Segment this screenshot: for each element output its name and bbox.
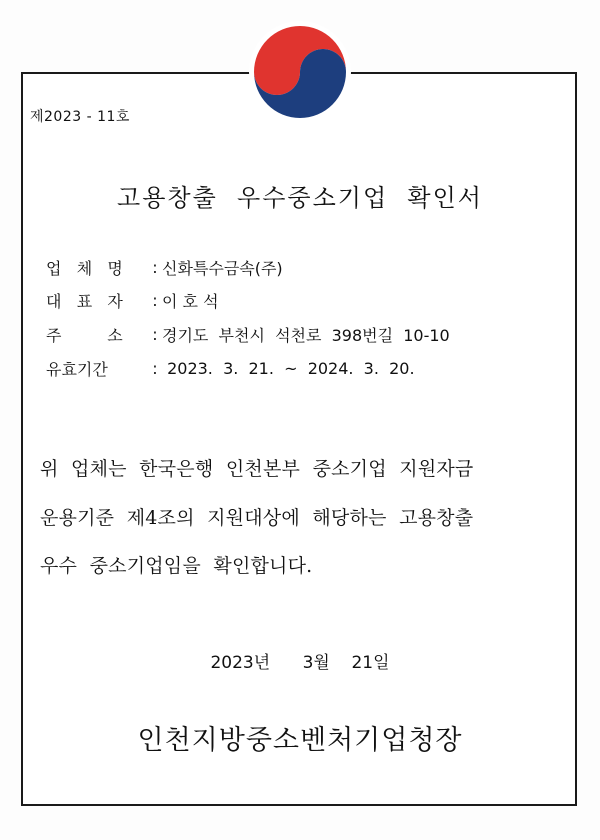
field-label-validity: 유효기간 [46,359,108,379]
taegeuk-emblem-icon [246,18,354,126]
body-text-line: 우수 중소기업임을 확인합니다. [40,555,313,577]
field-label-representative: 대 표 자 [46,291,123,311]
field-value-company: 신화특수금속(주) [162,258,283,278]
body-text-line: 위 업체는 한국은행 인천본부 중소기업 지원자금 [40,458,474,480]
field-colon: : [152,324,158,344]
issuer-name: 인천지방중소벤처기업청장 [137,725,463,756]
field-colon: : [152,257,158,277]
issue-date: 2023년 3월 21일 [210,653,390,673]
field-row-validity [46,356,415,380]
field-row-address [46,322,450,346]
field-row-representative [46,288,219,312]
field-value-validity: 2023. 3. 21. ~ 2024. 3. 20. [162,358,415,378]
document-number: 제2023 - 11호 [30,109,130,125]
field-label-address: 주 소 [46,325,123,345]
field-colon: : [152,290,158,310]
field-value-representative: 이 호 석 [162,291,219,311]
field-value-address: 경기도 부천시 석천로 398번길 10-10 [162,325,450,345]
field-label-company: 업 체 명 [46,258,123,278]
field-row-company [46,255,283,279]
document-title: 고용창출 우수중소기업 확인서 [117,184,483,212]
body-text-line: 운용기준 제4조의 지원대상에 해당하는 고용창출 [40,507,474,529]
field-colon: : [152,358,158,378]
